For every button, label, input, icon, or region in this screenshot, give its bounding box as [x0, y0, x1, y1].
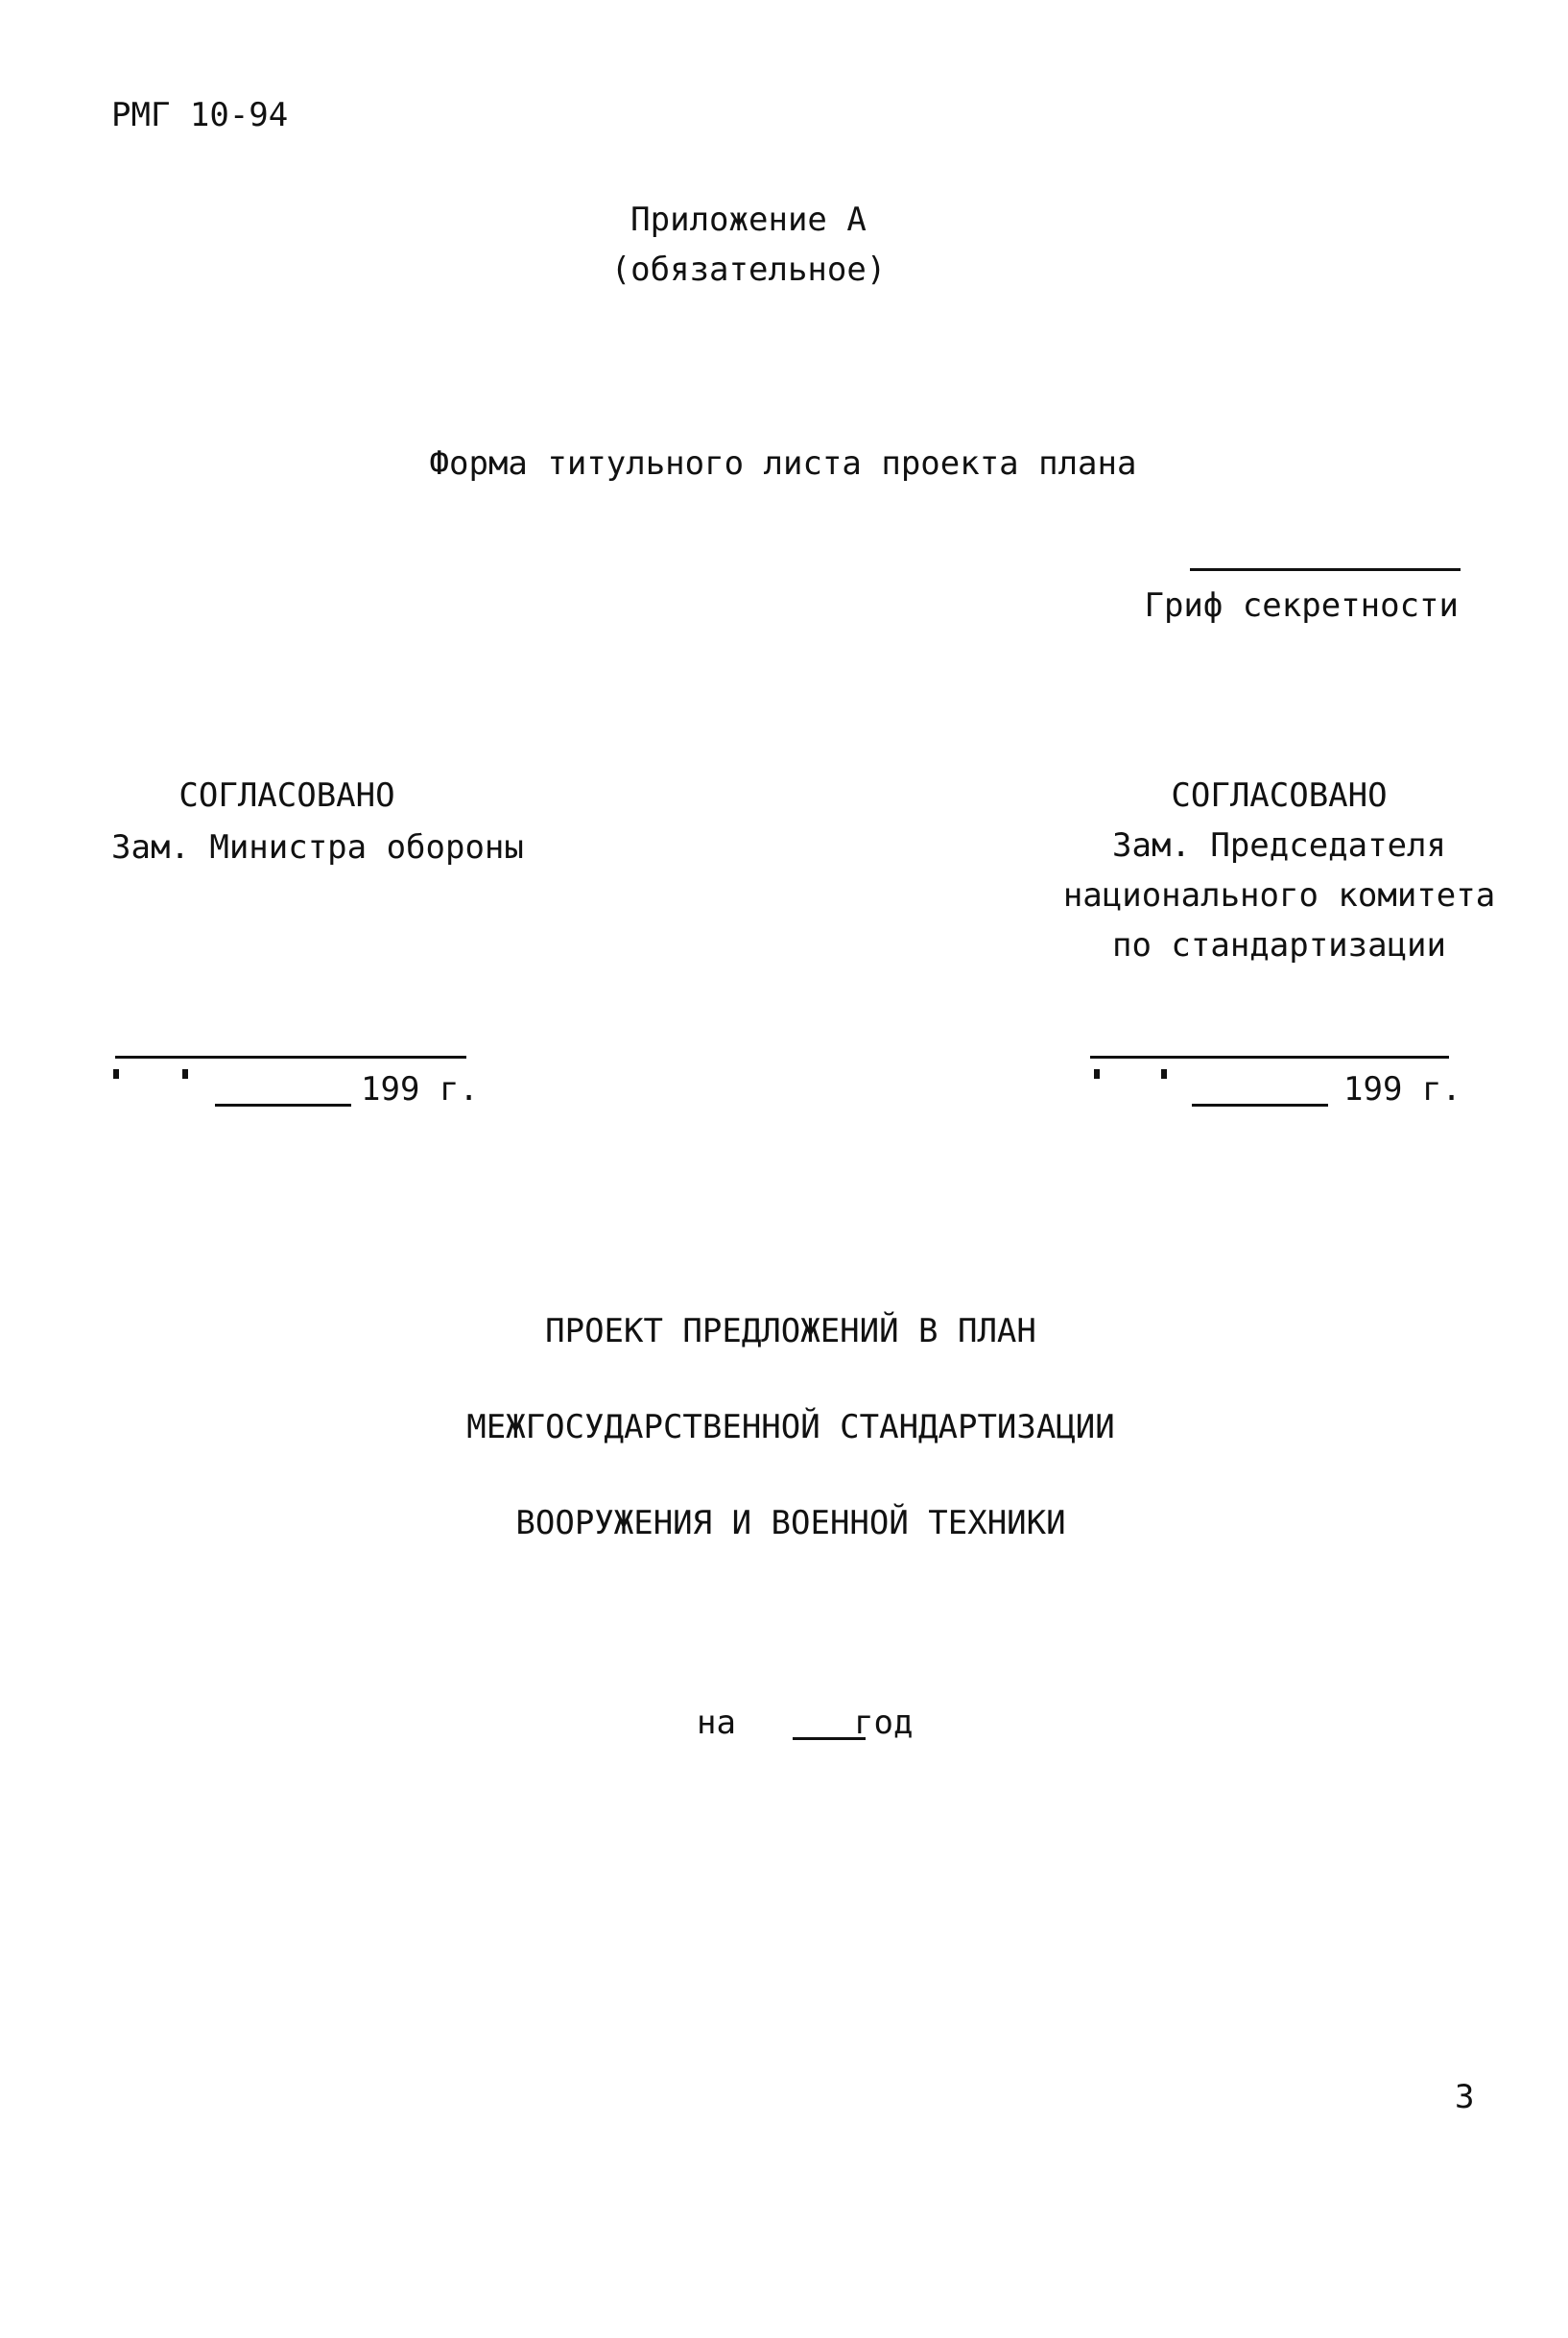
project-title-line1: ПРОЕКТ ПРЕДЛОЖЕНИЙ В ПЛАН: [545, 1312, 1036, 1350]
appendix-status: (обязательное): [610, 250, 887, 289]
form-title: Форма титульного листа проекта плана: [429, 444, 1137, 483]
approval-left-position: Зам. Министра обороны: [111, 828, 524, 867]
year-suffix: год: [854, 1704, 914, 1742]
approval-right-year: 199 г.: [1343, 1070, 1461, 1109]
approval-left-heading: СОГЛАСОВАНО: [178, 776, 395, 815]
approval-right-quote-open: [1094, 1069, 1100, 1079]
approval-right-position-line2: национального комитета: [1062, 876, 1496, 915]
approval-right-heading: СОГЛАСОВАНО: [1171, 776, 1388, 815]
secrecy-label: Гриф секретности: [1144, 586, 1459, 625]
approval-left-quote-close: [182, 1069, 188, 1079]
page-number: 3: [1455, 2078, 1475, 2116]
approval-left-quote-open: [113, 1069, 119, 1079]
approval-left-year: 199 г.: [361, 1070, 479, 1109]
project-title-line3: ВООРУЖЕНИЯ И ВОЕННОЙ ТЕХНИКИ: [515, 1504, 1066, 1542]
document-code: РМГ 10-94: [111, 96, 289, 134]
approval-right-quote-close: [1161, 1069, 1167, 1079]
approval-left-signature-line: [115, 1056, 466, 1059]
approval-right-position-line3: по стандартизации: [1112, 926, 1446, 965]
approval-right-date-line: [1192, 1104, 1328, 1107]
approval-right-position-line1: Зам. Председателя: [1112, 826, 1446, 865]
year-prefix: на: [697, 1704, 736, 1742]
project-title-line2: МЕЖГОСУДАРСТВЕННОЙ СТАНДАРТИЗАЦИИ: [466, 1408, 1115, 1446]
approval-left-date-line: [215, 1104, 351, 1107]
secrecy-signature-line: [1190, 568, 1461, 571]
approval-right-signature-line: [1090, 1056, 1449, 1059]
appendix-title: Приложение А: [630, 201, 867, 239]
